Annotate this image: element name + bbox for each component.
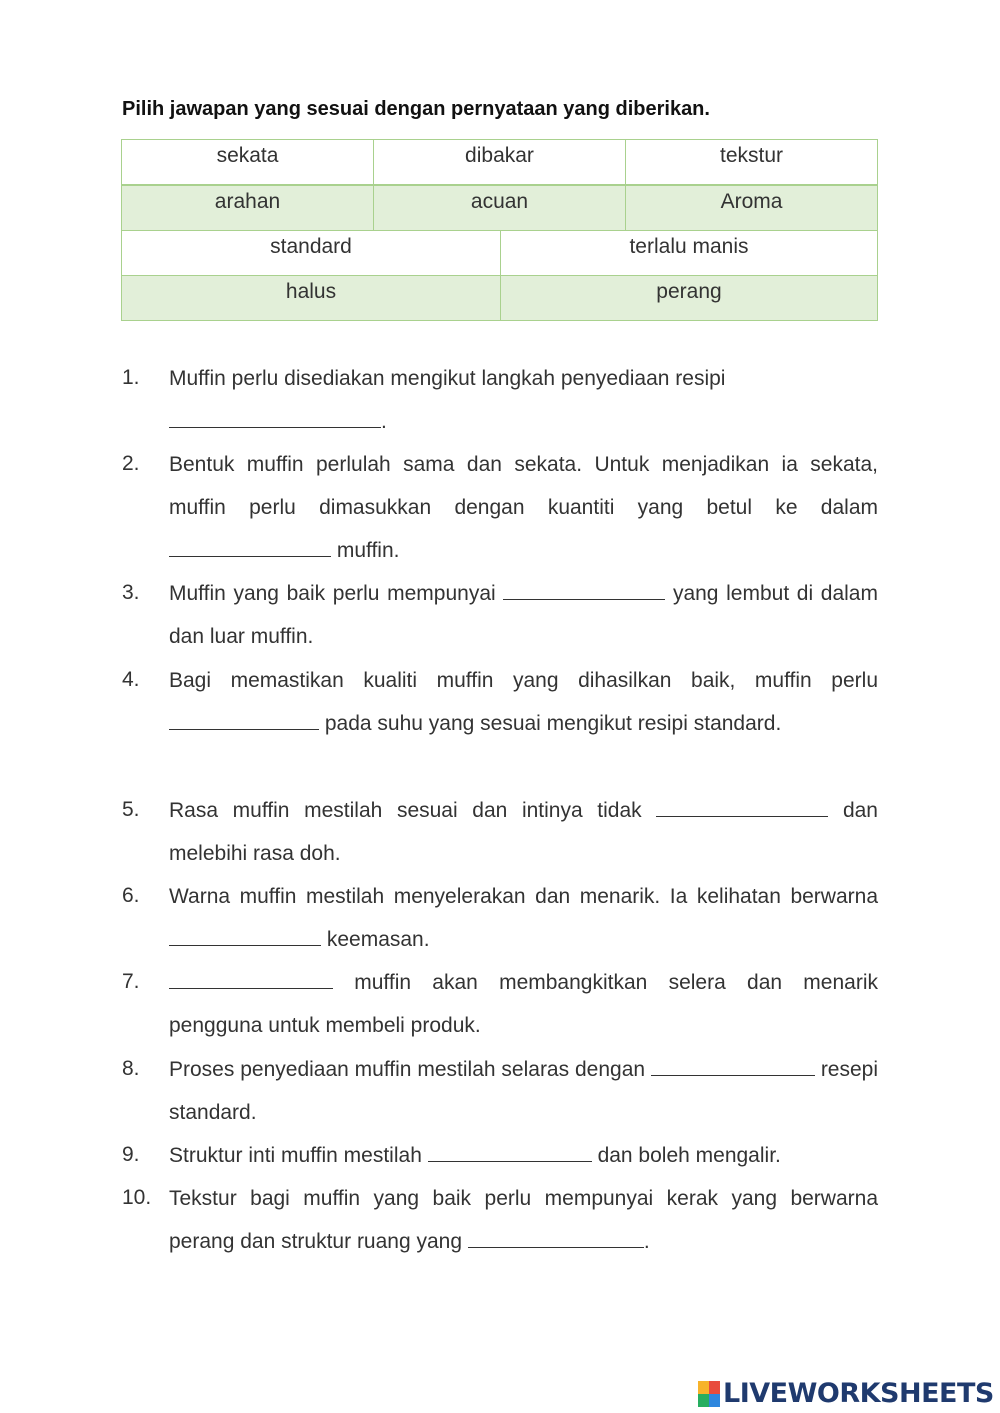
word-bank-cell: Aroma xyxy=(625,186,877,230)
question-9 xyxy=(169,1134,878,1177)
answer-blank[interactable] xyxy=(651,1057,815,1076)
question-text-part: yang lembut di dalam dan luar muffin. xyxy=(169,582,878,648)
word-bank-cell: sekata xyxy=(216,144,279,167)
question-text-part: Struktur inti muffin mestilah xyxy=(169,1144,422,1167)
word-bank-cell: dibakar xyxy=(373,140,625,184)
answer-blank[interactable] xyxy=(656,798,828,817)
question-line xyxy=(169,400,878,443)
answer-blank[interactable] xyxy=(169,711,319,730)
question-5 xyxy=(169,789,878,875)
question-1 xyxy=(169,357,878,443)
word-bank-cell: tekstur xyxy=(625,140,877,184)
word-bank-cell: standard xyxy=(270,235,352,258)
word-bank-row xyxy=(122,230,877,275)
answer-blank[interactable] xyxy=(169,970,333,989)
answer-blank[interactable] xyxy=(169,409,381,428)
question-number: 4. xyxy=(122,668,140,691)
question-text-part: Bagi memastikan kualiti muffin yang dihasilkan baik, muffin perlu xyxy=(169,669,878,692)
question-text-part: muffin akan membangkitkan selera dan menarik pengguna untuk membeli produk. xyxy=(169,971,878,1037)
question-text-part: Proses penyediaan muffin mestilah selaras dengan xyxy=(169,1058,646,1081)
question-text-part: Tekstur bagi muffin yang baik perlu mempunyai kerak yang berwarna perang dan struktur ruang yang xyxy=(169,1187,878,1253)
word-bank-row xyxy=(122,140,877,184)
word-bank-row xyxy=(122,184,877,230)
word-bank-cell: acuan xyxy=(373,186,625,230)
question-text-part: . xyxy=(643,1230,650,1253)
question-text-part: muffin. xyxy=(336,539,400,562)
question-text-part: keemasan. xyxy=(326,928,430,951)
question-number: 3. xyxy=(122,581,140,604)
question-text-part: Muffin yang baik perlu mempunyai xyxy=(169,582,496,605)
question-text-part: pada suhu yang sesuai mengikut resipi standard. xyxy=(324,712,782,735)
question-7 xyxy=(169,961,878,1047)
question-6 xyxy=(169,875,878,961)
question-8 xyxy=(169,1048,878,1134)
answer-blank[interactable] xyxy=(169,538,331,557)
question-4 xyxy=(169,659,878,745)
word-bank-cell: terlalu manis xyxy=(500,231,877,275)
word-bank-cell: halus xyxy=(285,280,337,303)
answer-blank[interactable] xyxy=(428,1143,592,1162)
question-text-part: Rasa muffin mestilah sesuai dan intinya tidak xyxy=(169,799,642,822)
question-number: 5. xyxy=(122,798,140,821)
word-bank-row xyxy=(122,275,877,320)
question-10 xyxy=(169,1177,878,1263)
question-text-part: Bentuk muffin perlulah sama dan sekata. Untuk menjadikan ia sekata, muffin perlu dimasukkan dengan kuantiti yang betul ke dalam xyxy=(169,453,878,519)
word-bank-cell: arahan xyxy=(214,190,281,213)
question-number: 1. xyxy=(122,366,140,389)
answer-blank[interactable] xyxy=(468,1229,644,1248)
question-number: 8. xyxy=(122,1057,140,1080)
question-text-part: . xyxy=(381,410,387,433)
question-number: 9. xyxy=(122,1143,140,1166)
liveworksheets-logo xyxy=(698,1378,994,1409)
instruction-heading: Pilih jawapan yang sesuai dengan pernyataan yang diberikan. xyxy=(122,98,710,120)
question-number: 10. xyxy=(122,1186,152,1209)
question-number: 2. xyxy=(122,452,140,475)
word-bank-table xyxy=(121,139,878,321)
answer-blank[interactable] xyxy=(503,581,665,600)
brand-name: LIVEWORKSHEETS xyxy=(723,1378,994,1409)
question-text-part: resepi standard. xyxy=(169,1058,879,1124)
question-text xyxy=(169,357,878,400)
question-text-part: dan boleh mengalir. xyxy=(597,1144,781,1167)
logo-mark-icon xyxy=(698,1381,720,1407)
question-number: 6. xyxy=(122,884,140,907)
question-text-part: Muffin perlu disediakan mengikut langkah penyediaan resipi xyxy=(169,367,726,390)
answer-blank[interactable] xyxy=(169,927,321,946)
question-number: 7. xyxy=(122,970,140,993)
question-3 xyxy=(169,572,878,658)
word-bank-cell: perang xyxy=(500,276,877,320)
question-text-part: dan melebihi rasa doh. xyxy=(169,799,878,865)
question-2 xyxy=(169,443,878,572)
question-text-part: Warna muffin mestilah menyelerakan dan menarik. Ia kelihatan berwarna xyxy=(169,885,878,908)
